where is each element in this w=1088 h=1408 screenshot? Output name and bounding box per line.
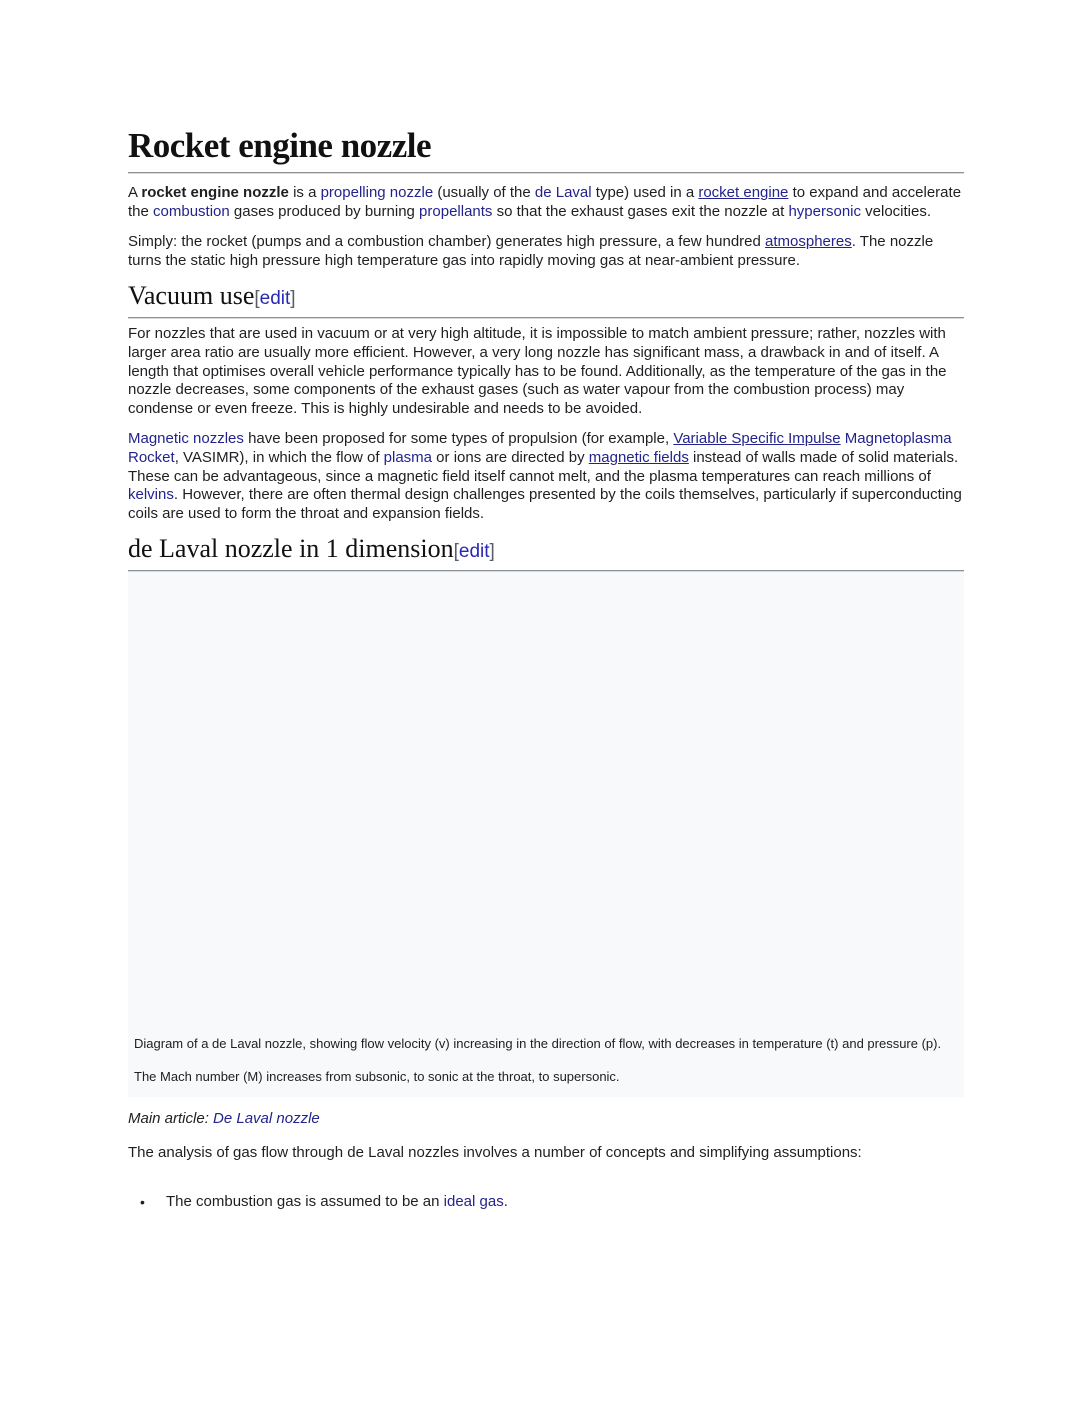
assumptions-list <box>128 1193 964 1212</box>
text-run: so that the exhaust gases exit the nozzle at <box>492 202 789 220</box>
text-run: gases produced by burning <box>229 202 420 220</box>
edit-link[interactable]: edit <box>458 541 490 563</box>
analysis-paragraph: The analysis of gas flow through de Laval nozzles involves a number of concepts and simplifying assumptions: <box>128 1144 862 1162</box>
text-link[interactable]: propelling nozzle <box>320 184 434 201</box>
text-run: velocities. <box>861 202 932 220</box>
list-item-text <box>166 1193 964 1212</box>
main-article-note <box>128 1109 964 1128</box>
text-run: rocket engine nozzle <box>141 184 289 201</box>
section-divider <box>128 317 964 319</box>
text-run: . However, there are often thermal design challenges presented by the coils themselves, particularly if superconducting coils are used to form the throat and expansion fields. <box>128 486 962 522</box>
text-link[interactable]: combustion <box>153 202 230 220</box>
text-link[interactable]: De Laval nozzle <box>213 1110 320 1128</box>
text-link[interactable]: Variable Specific Impulse <box>673 430 841 448</box>
text-link[interactable]: kelvins <box>128 486 174 504</box>
figure-image-placeholder[interactable] <box>128 572 964 1036</box>
section-heading-vacuum-use <box>128 282 964 313</box>
figure-caption-line2: The Mach number (M) increases from subsonic, to sonic at the throat, to supersonic. <box>134 1069 620 1085</box>
text-link[interactable]: propellants <box>419 202 493 220</box>
vacuum-paragraph-1 <box>128 325 964 418</box>
text-run: (usually of the <box>433 184 535 201</box>
text-link[interactable]: de Laval <box>534 184 592 201</box>
text-run: . <box>503 1192 508 1210</box>
text-run: For nozzles that are used in vacuum or at very high altitude, it is impossible to match ambient pressure; rather, nozzles with larger area ratio are usually more efficient. However, a very long nozzle has significant mass, a drawback in and of itself. A length that optimises overall vehicle performance typically has to be found. Additionally, as the temperature of the gas in the nozzle decreases, some components of the exhaust gases (such as water vapour from the combustion process) may condense or even freeze. This is highly undesirable and needs to be avoided. <box>128 325 947 417</box>
text-run: A <box>128 184 142 201</box>
text-run: instead of walls made of solid materials. These can be advantageous, since a magnetic field itself cannot melt, and the plasma temperatures can reach millions of <box>128 448 959 485</box>
title-divider <box>128 172 964 174</box>
edit-bracket-close: ] <box>290 288 296 310</box>
edit-link[interactable]: edit <box>259 288 291 310</box>
text-run: type) used in a <box>591 184 699 201</box>
bottom-whitespace <box>128 1212 964 1352</box>
edit-bracket-close: ] <box>489 541 495 563</box>
text-run: . The nozzle turns the static high pressure high temperature gas into rapidly moving gas at near-ambient pressure. <box>128 233 934 269</box>
article-page <box>128 0 964 1352</box>
figure-caption-line1: Diagram of a de Laval nozzle, showing flow velocity (v) increasing in the direction of flow, with decreases in temperature (t) and pressure (p). <box>134 1036 942 1052</box>
text-run: , VASIMR), in which the flow of <box>174 448 384 466</box>
text-run: Simply: the rocket (pumps and a combustion chamber) generates high pressure, a few hundred <box>128 233 766 251</box>
text-link[interactable]: rocket engine <box>698 184 789 201</box>
text-run: is a <box>288 184 321 201</box>
intro-paragraph-2 <box>128 233 964 270</box>
text-link[interactable]: magnetic fields <box>588 448 689 466</box>
bullet-marker: • <box>140 1193 145 1210</box>
edit-bracket-open: [ <box>254 288 260 310</box>
text-run: Main article: <box>128 1110 214 1128</box>
text-link[interactable]: plasma <box>383 448 433 466</box>
figure-caption <box>128 1036 964 1097</box>
text-link[interactable]: ideal gas <box>443 1192 504 1210</box>
text-run: have been proposed for some types of propulsion (for example, <box>243 430 674 448</box>
section-heading-de-laval <box>128 535 964 566</box>
section-title: Vacuum use <box>128 281 255 311</box>
text-link[interactable]: Magnetic nozzles <box>128 430 244 448</box>
article-title: Rocket engine nozzle <box>128 126 431 165</box>
text-run: The combustion gas is assumed to be an <box>166 1192 444 1210</box>
intro-paragraph-1 <box>128 184 964 221</box>
text-run: to expand and accelerate the <box>128 184 962 220</box>
text-link[interactable]: atmospheres <box>765 233 852 251</box>
text-run: or ions are directed by <box>432 448 589 466</box>
text-link[interactable]: hypersonic <box>788 202 861 220</box>
section-title: de Laval nozzle in 1 dimension <box>128 534 454 564</box>
edit-bracket-open: [ <box>453 541 459 563</box>
text-link[interactable]: Magnetoplasma Rocket <box>128 430 952 466</box>
de-laval-nozzle-figure <box>128 572 964 1097</box>
vacuum-paragraph-2 <box>128 430 964 523</box>
list-item <box>128 1193 964 1212</box>
